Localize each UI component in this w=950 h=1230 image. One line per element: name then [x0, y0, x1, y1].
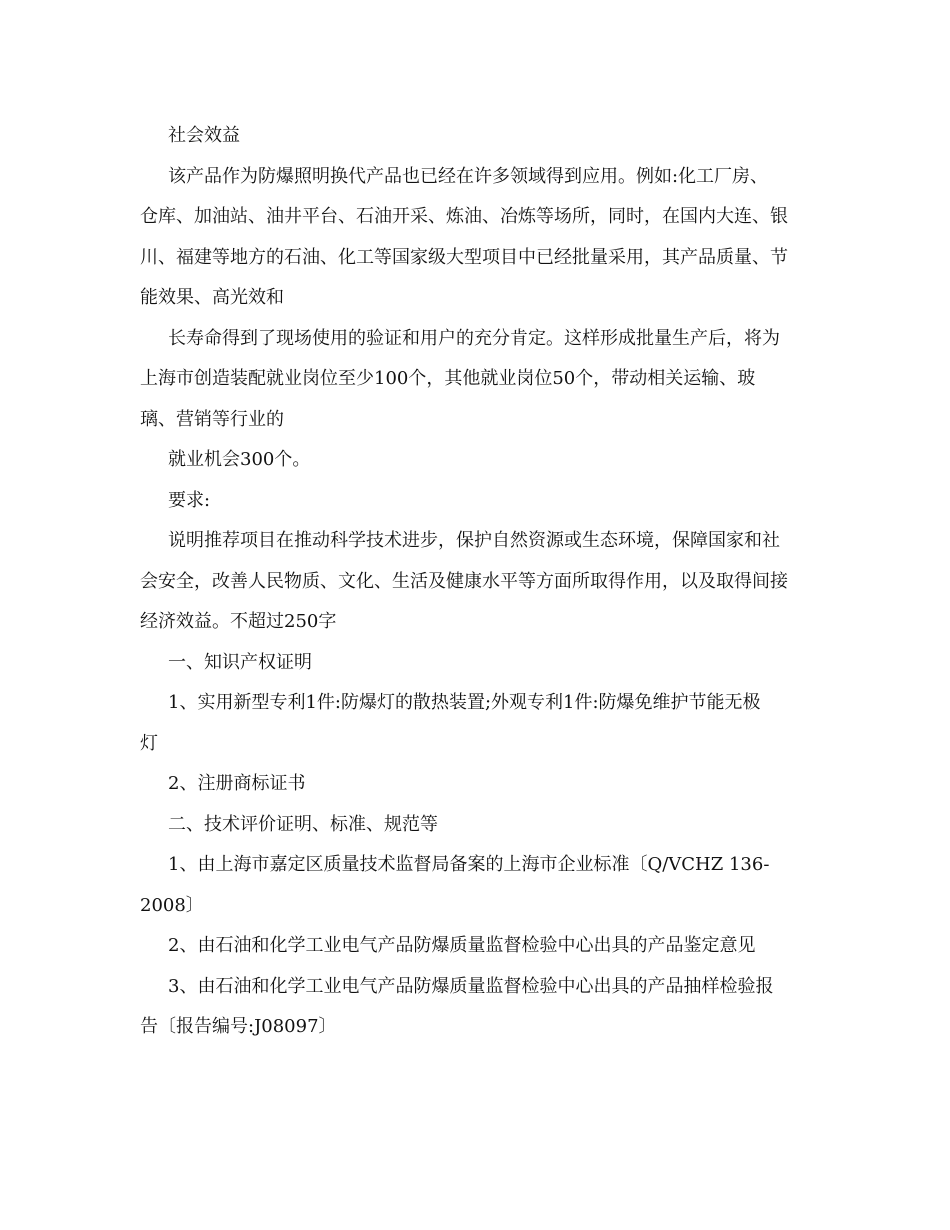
paragraph-employment	[140, 319, 820, 441]
text-line: 璃、营销等行业的	[140, 408, 284, 430]
text-line: 川、福建等地方的石油、化工等国家级大型项目中已经批量采用，其产品质量、节	[140, 246, 788, 268]
text-line: 二、技术评价证明、标准、规范等	[168, 813, 438, 835]
heading-ip-certificates	[140, 643, 820, 684]
text-line: 经济效益。不超过250字	[140, 611, 337, 632]
text-line: 会安全，改善人民物质、文化、生活及健康水平等方面所取得作用，以及取得间接	[140, 570, 788, 592]
heading-requirements	[140, 481, 820, 522]
text-line: 就业机会300个。	[168, 449, 311, 470]
text-line: 1、由上海市嘉定区质量技术监督局备案的上海市企业标准〔Q/VCHZ 136-	[168, 854, 770, 875]
text-line: 该产品作为防爆照明换代产品也已经在许多领域得到应用。例如:化工厂房、	[168, 165, 769, 187]
text-line: 仓库、加油站、油井平台、石油开采、炼油、冶炼等场所，同时，在国内大连、银	[140, 206, 788, 227]
text-line: 说明推荐项目在推动科学技术进步，保护自然资源或生态环境，保障国家和社	[168, 530, 780, 551]
list-item-trademark	[140, 764, 820, 805]
paragraph-requirements-description	[140, 521, 820, 643]
text-line: 要求:	[168, 489, 211, 511]
heading-social-benefit	[140, 116, 820, 157]
text-line: 上海市创造装配就业岗位至少100个，其他就业岗位50个，带动相关运输、玻	[140, 368, 756, 389]
paragraph-job-opportunities	[140, 440, 820, 481]
list-item-sampling-report	[140, 967, 820, 1048]
list-item-enterprise-standard	[140, 845, 820, 926]
text-line: 2、注册商标证书	[168, 773, 306, 794]
text-line: 一、知识产权证明	[168, 651, 312, 673]
heading-tech-evaluation	[140, 805, 820, 846]
text-line: 2008〕	[140, 894, 204, 916]
text-line: 长寿命得到了现场使用的验证和用户的充分肯定。这样形成批量生产后，将为	[168, 327, 780, 349]
text-line: 3、由石油和化学工业电气产品防爆质量监督检验中心出具的产品抽样检验报	[168, 975, 774, 997]
text-line: 1、实用新型专利1件:防爆灯的散热装置;外观专利1件:防爆免维护节能无极	[168, 692, 761, 713]
text-line: 告〔报告编号:J08097〕	[140, 1016, 337, 1037]
text-line: 2、由石油和化学工业电气产品防爆质量监督检验中心出具的产品鉴定意见	[168, 935, 756, 956]
text-line: 灯	[140, 732, 158, 754]
list-item-appraisal-opinion	[140, 926, 820, 967]
text-line: 能效果、高光效和	[140, 287, 284, 308]
paragraph-application	[140, 157, 820, 319]
list-item-patents	[140, 683, 820, 764]
text-line: 社会效益	[168, 125, 240, 146]
